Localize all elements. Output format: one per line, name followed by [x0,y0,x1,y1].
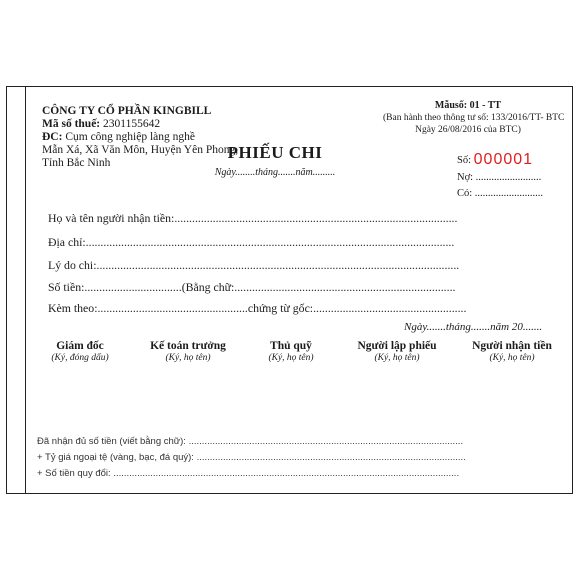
exchange-rate-line: + Tỷ giá ngoại tệ (vàng, bạc, đá quý): ...................................................................................................... [37,452,466,463]
signature-note: (Ký, họ tên) [165,353,211,363]
address-line-2: Mẫn Xá, Xã Văn Môn, Huyện Yên Phong, [42,144,239,156]
address-field: Địa chỉ:............................................................................................................................. [48,235,455,249]
signature-note: (Ký, họ tên) [489,353,535,363]
signature-block-recipient [457,340,567,363]
voucher-number-row [457,152,543,170]
signature-note: (Ký, họ tên) [374,353,420,363]
attachments-field: Kèm theo:...................................................chứng từ gốc:.................................................... [48,301,467,315]
tax-code: 2301155642 [103,118,161,130]
document-title: PHIẾU CHI [227,143,323,162]
signature-date-line: Ngày.......tháng.......năm 20....... [404,321,543,333]
form-number: Mẫusố: 01 - TT [434,100,502,111]
voucher-numbers [457,152,543,203]
address-label: ĐC: [42,131,63,143]
address-line-3: Tỉnh Bắc Ninh [42,157,111,169]
received-amount-line: Đã nhận đủ số tiền (viết bằng chữ): ........................................................................................................ [37,436,464,447]
address-line-1: Cụm công nghiệp làng nghề [65,131,196,143]
amount-field: Số tiền:.................................(Bằng chữ:........................................................................... [48,280,456,294]
signature-block-chief-accountant [133,340,243,363]
binding-margin-line [25,86,26,494]
reason-field: Lý do chi:........................................................................................................................... [48,258,460,272]
voucher-number-label: Số: [457,155,472,166]
signature-role: Người nhận tiền [472,340,552,352]
recipient-field: Họ và tên người nhận tiền:................................................................................................ [48,211,458,225]
signature-note: (Ký, đóng dấu) [51,353,109,363]
signature-role: Giám đốc [56,340,104,352]
signature-block-director [25,340,135,363]
regulation-note [383,100,565,136]
company-tax-row [42,118,238,131]
signature-note: (Ký, họ tên) [268,353,314,363]
converted-amount-line: + Số tiền quy đổi: ................................................................................................................................... [37,468,460,479]
signature-role: Người lập phiếu [357,340,437,352]
debit-line: Nợ: ......................... [457,171,542,183]
voucher-number: 000001 [473,151,534,168]
signature-role: Kế toán trưởng [150,340,226,352]
regulation-line-1: (Ban hành theo thông tư số: 133/2016/TT- BTC [383,113,565,123]
regulation-line-2: Ngày 26/08/2016 của BTC) [415,125,521,135]
signature-block-cashier [236,340,346,363]
signature-block-preparer [342,340,452,363]
signature-role: Thủ quỹ [270,340,312,352]
tax-code-label: Mã số thuế: [42,118,101,130]
credit-line: Có: .......................... [457,188,544,199]
company-name: CÔNG TY CỔ PHẦN KINGBILL [42,105,212,117]
document-date-line: Ngày........tháng.......năm......... [214,167,336,178]
